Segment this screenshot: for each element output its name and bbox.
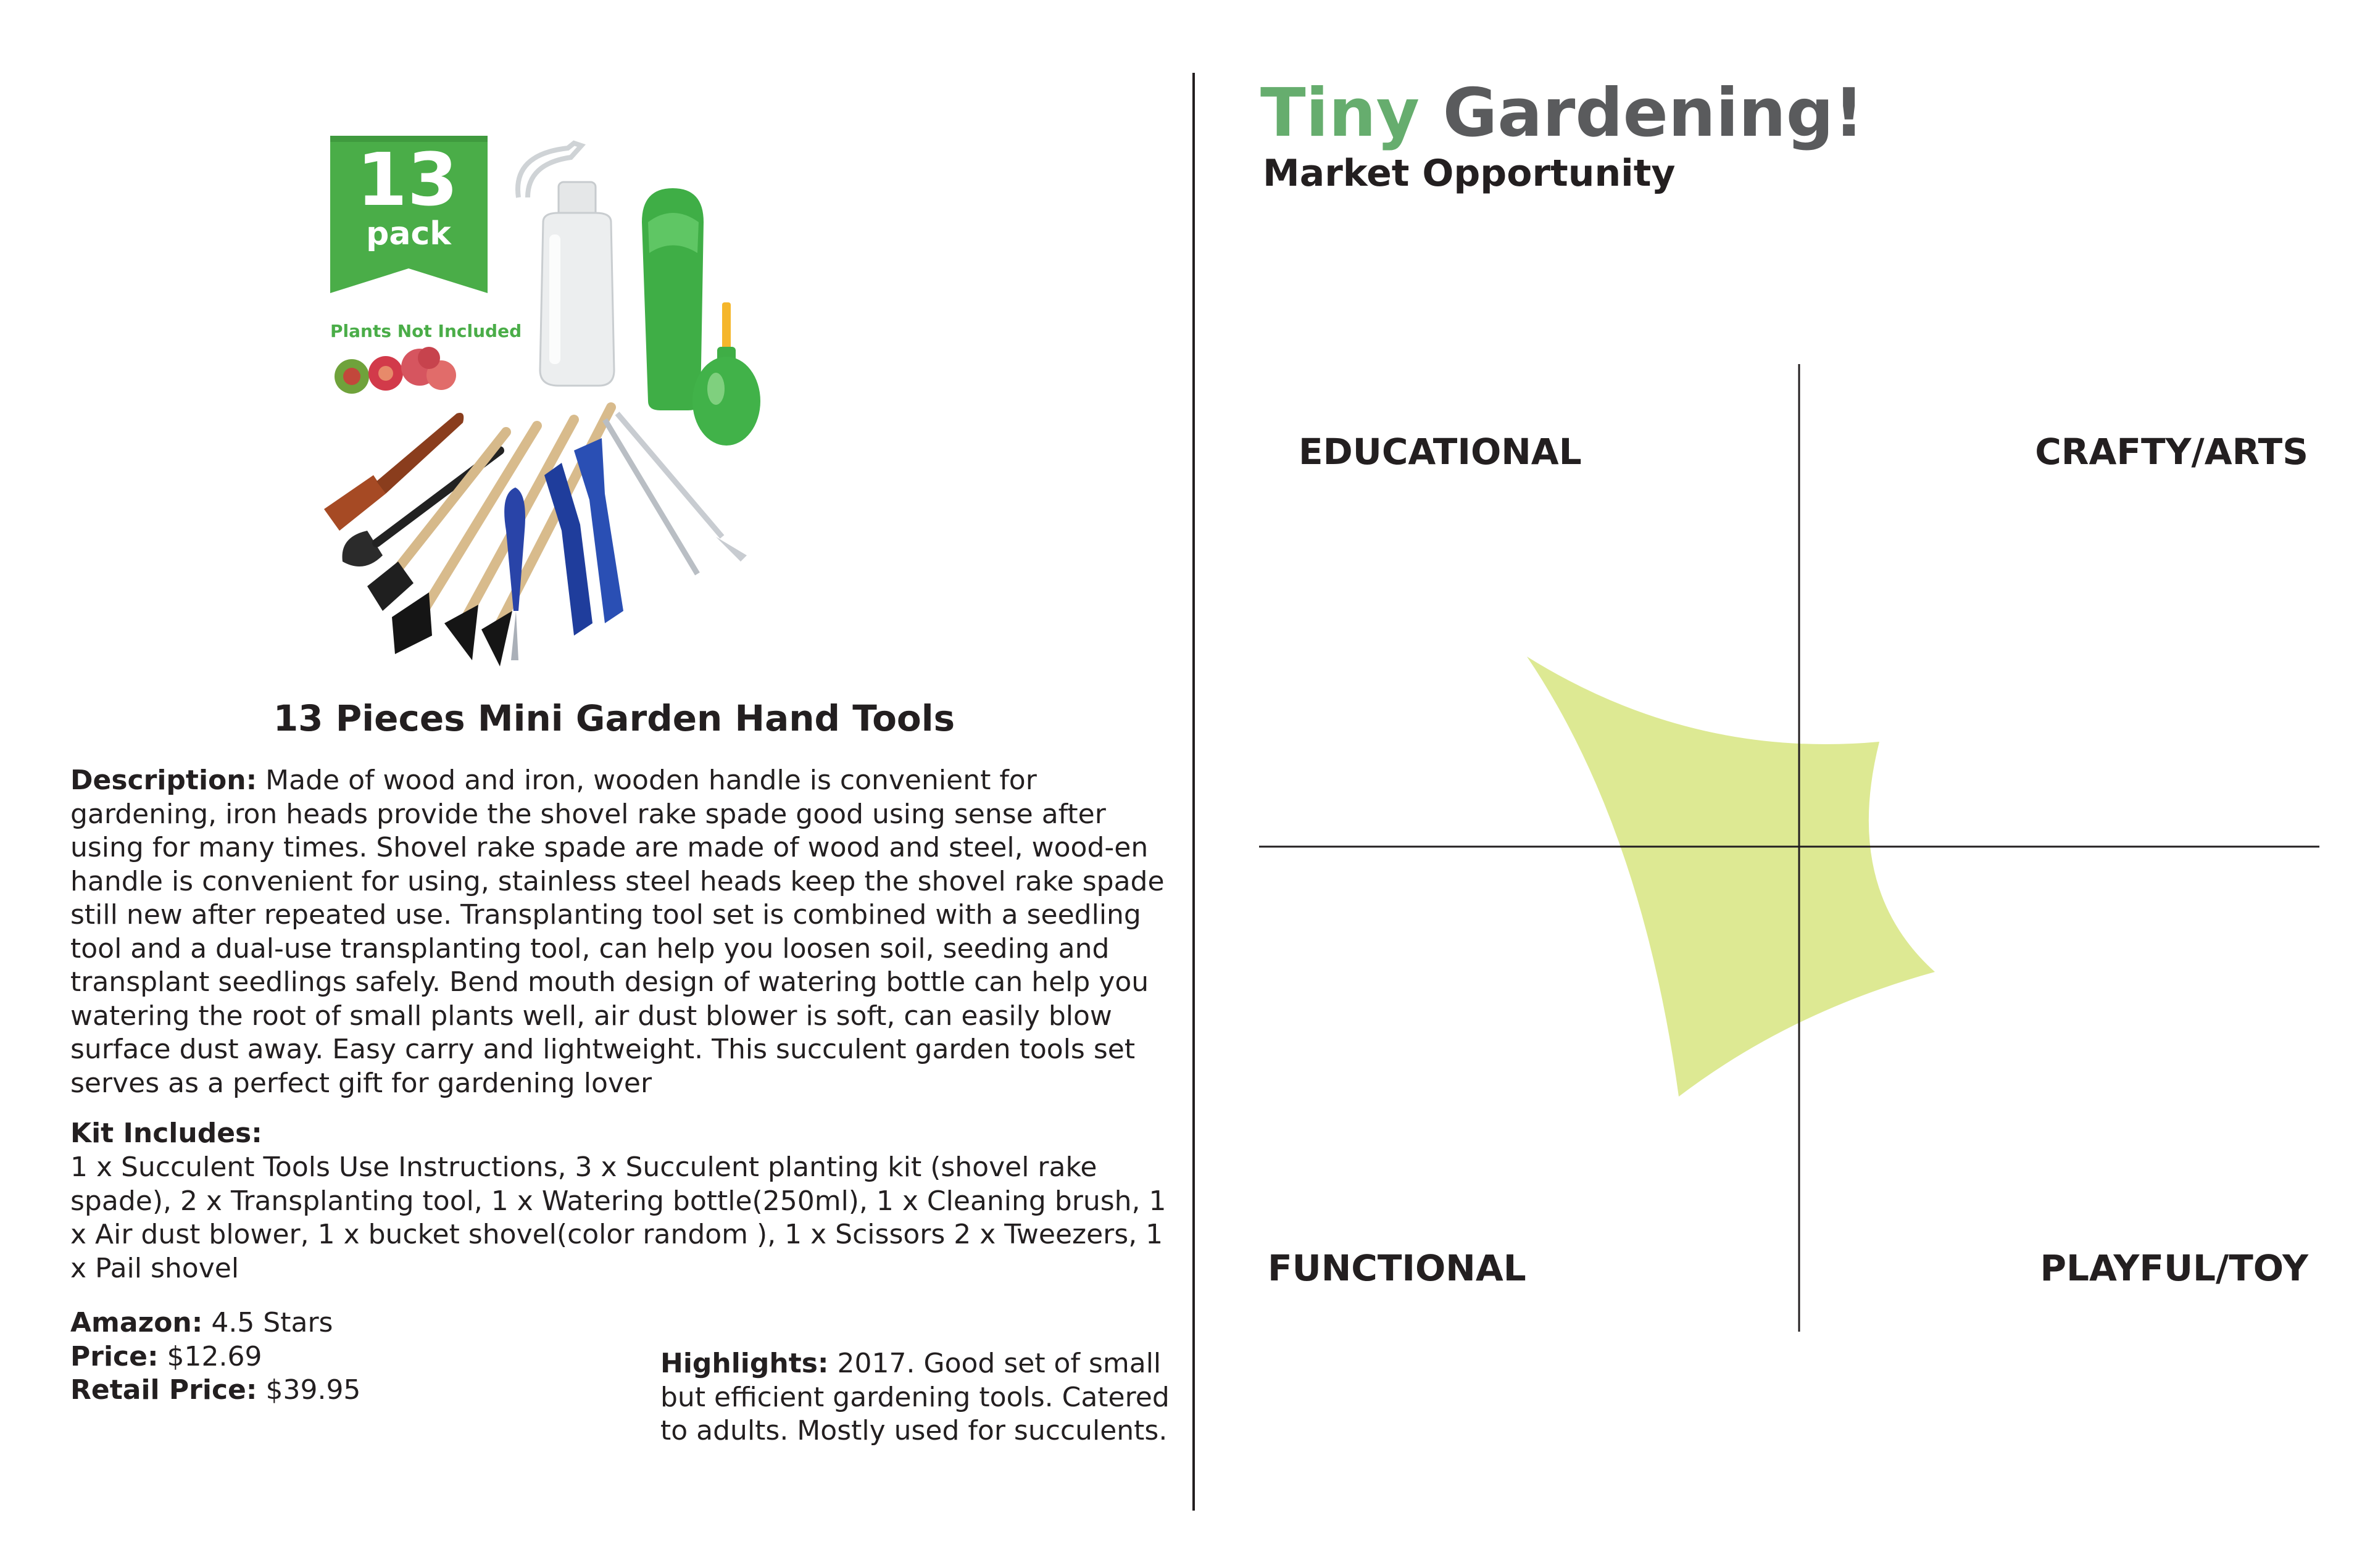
pricing-block — [70, 1306, 564, 1408]
description-label: Description: — [70, 765, 257, 796]
market-position-shape — [1527, 657, 1935, 1097]
product-image — [315, 130, 870, 666]
bucket-shovel-illustration — [642, 188, 704, 410]
pack-badge — [330, 136, 488, 293]
badge-word: pack — [366, 215, 451, 252]
kit-includes-text: 1 x Succulent Tools Use Instructions, 3 x Succulent planting kit (shovel rake spade), 2 x Transplanting tool, 1 x Watering bottle(250ml), 1 x Cleaning brush, 1 x Air dust blower, 1 x bucket shovel(color random ), 1 x Scissors 2 x Tweezers, 1 x Pail shovel — [70, 1151, 1166, 1284]
retail-price — [70, 1374, 564, 1408]
plants-not-included-caption: Plants Not Included — [330, 321, 522, 341]
quadrant-label-crafty-arts: CRAFTY/ARTS — [2035, 431, 2308, 473]
highlights — [660, 1347, 1185, 1448]
watering-bottle-illustration — [518, 143, 614, 386]
title-highlight: Tiny — [1260, 75, 1420, 152]
description-text: Made of wood and iron, wooden handle is convenient for gardening, iron heads provide the shovel rake spade good using sense after using for many times. Shovel rake spade are made of wood and steel, wood-en handle is convenient for using, stainless steel heads keep the shovel rake spade still new after repeated use. Transplanting tool set is combined with a seedling tool and a dual-use transplanting tool, can help you loosen soil, seeding and transplant seedlings safely. Bend mouth design of watering bottle can help you watering the root of small plants well, air dust blower is soft, can easily blow surface dust away. Easy carry and lightweight. This succulent garden tools set serves as a perfect gift for gardening lover — [70, 765, 1165, 1099]
amazon-value: 4.5 Stars — [202, 1307, 333, 1338]
amazon-rating — [70, 1306, 564, 1340]
amazon-label: Amazon: — [70, 1307, 203, 1338]
vertical-divider — [1192, 73, 1195, 1511]
retail-price-value: $39.95 — [257, 1374, 361, 1406]
highlights-text: 2017. Good set of small but efficient gardening tools. Catered to adults. Mostly used for succulents. — [660, 1348, 1170, 1446]
badge-number: 13 — [356, 137, 459, 222]
kit-includes-heading: Kit Includes: — [70, 1118, 262, 1149]
price-value: $12.69 — [158, 1340, 262, 1372]
title-rest: Gardening! — [1419, 75, 1865, 152]
page-subtitle: Market Opportunity — [1263, 152, 1676, 195]
quadrant-label-functional: FUNCTIONAL — [1268, 1247, 1526, 1289]
hand-tools-illustration — [324, 407, 747, 666]
quadrant-chart — [1259, 364, 2321, 1333]
product-description — [70, 764, 1169, 1100]
price — [70, 1340, 564, 1374]
product-title: 13 Pieces Mini Garden Hand Tools — [273, 697, 955, 739]
succulents-illustration — [335, 347, 456, 394]
quadrant-label-educational: EDUCATIONAL — [1299, 431, 1582, 473]
air-blower-illustration — [692, 302, 760, 446]
page-title — [1260, 77, 1864, 151]
quadrant-label-playful-toy: PLAYFUL/TOY — [2040, 1247, 2308, 1289]
price-label: Price: — [70, 1340, 159, 1372]
retail-price-label: Retail Price: — [70, 1374, 257, 1406]
highlights-label: Highlights: — [660, 1348, 829, 1379]
